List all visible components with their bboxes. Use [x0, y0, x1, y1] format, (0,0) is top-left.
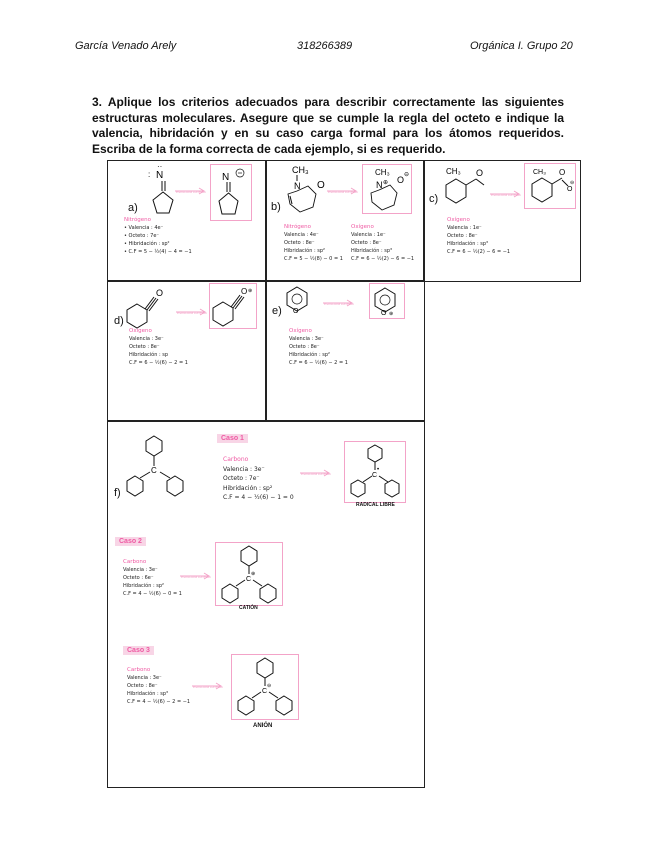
correct-structure-d — [209, 283, 257, 329]
svg-text:⊕: ⊕ — [251, 571, 256, 577]
notes-f-caso3: Carbono Valencia : 3e⁻ Octeto : 8e⁻ Hibridación : sp³ C.F = 4 − ½(6) − 2 = −1 — [127, 667, 191, 705]
svg-text:O: O — [241, 287, 248, 296]
svg-text:C: C — [151, 466, 157, 475]
caso-2-tag: Caso 2 — [115, 537, 146, 546]
question-number: 3. — [92, 95, 103, 109]
notes-b-oxygen: Oxígeno Valencia : 1e⁻ Octeto : 8e⁻ Hibridación : sp³ C.F = 6 − ½(2) − 6 = −1 — [351, 224, 415, 262]
caso-3-tag: Caso 3 — [123, 646, 154, 655]
svg-text:··: ·· — [157, 165, 163, 171]
svg-text:⊕: ⊕ — [389, 311, 394, 317]
svg-text:C: C — [246, 576, 252, 583]
label-d: d) — [114, 315, 124, 327]
svg-text:CH₃: CH₃ — [446, 167, 461, 176]
notes-f-caso2: Carbono Valencia : 3e⁻ Octeto : 6e⁻ Hibridación : sp² C.F = 4 − ½(6) − 0 = 1 — [123, 559, 182, 597]
notes-b-nitrogen: Nitrógeno Valencia : 4e⁻ Octeto : 8e⁻ Hibridación : sp² C.F = 5 − ½(8) − 0 = 1 — [284, 224, 343, 262]
caso-1-tag: Caso 1 — [217, 434, 248, 443]
correct-structure-f3 — [231, 654, 299, 720]
label-c: c) — [429, 193, 439, 205]
svg-text:•: • — [377, 467, 380, 473]
svg-text:⊖: ⊖ — [570, 180, 575, 186]
label-a: a) — [128, 202, 138, 214]
question-text — [92, 95, 564, 157]
label-e: e) — [272, 305, 282, 317]
svg-text:C: C — [372, 472, 378, 479]
label-f: f) — [114, 487, 121, 499]
course-name: Orgánica I. Grupo 20 — [470, 40, 573, 52]
caption-f2: CATIÓN — [239, 605, 258, 611]
notes-a: Nitrógeno • Valencia : 4e⁻ • Octeto : 7e⁻ • Hibridación : sp² • C.F = 5 − ½(4) − 4 = −1 — [124, 217, 192, 255]
correct-structure-c — [524, 163, 576, 209]
svg-text:CH₃: CH₃ — [292, 165, 309, 175]
svg-text:O: O — [397, 175, 405, 185]
svg-text:O: O — [559, 168, 566, 177]
caption-f3: ANIÓN — [253, 723, 273, 729]
molecule-c — [440, 165, 488, 210]
correct-structure-f1 — [344, 441, 406, 503]
svg-text:⊖: ⊖ — [404, 172, 410, 178]
svg-text:O: O — [293, 308, 299, 314]
svg-text:O: O — [381, 310, 387, 317]
notes-e: Oxígeno Valencia : 3e⁻ Octeto : 8e⁻ Hibridación : sp² C.F = 6 − ½(6) − 2 = 1 — [289, 328, 348, 366]
arrow-text-a: Estructura correcta — [176, 190, 206, 194]
correct-structure-e — [369, 283, 405, 319]
svg-text:⊕: ⊕ — [383, 180, 389, 186]
notes-c: Oxígeno Valencia : 1e⁻ Octeto : 8e⁻ Hibridación : sp³ C.F = 6 − ½(2) − 6 = −1 — [447, 217, 511, 255]
student-id: 318266389 — [297, 40, 353, 52]
svg-text::: : — [148, 170, 151, 179]
svg-text:⊖: ⊖ — [267, 683, 272, 689]
svg-text:N: N — [294, 181, 301, 191]
svg-text:CH₃: CH₃ — [533, 169, 546, 176]
notes-f-caso1: Carbono Valencia : 3e⁻ Octeto : 7e⁻ Hibridación : sp² C.F = 4 − ½(6) − 1 = 0 — [223, 456, 294, 501]
svg-text:O: O — [317, 180, 325, 191]
molecule-d — [122, 284, 172, 332]
molecule-f — [118, 432, 193, 502]
correct-structure-b — [362, 164, 412, 214]
author-name: García Venado Arely — [75, 40, 177, 52]
svg-text:N: N — [156, 170, 164, 181]
svg-text:CH₃: CH₃ — [375, 168, 390, 177]
svg-text:O: O — [567, 186, 573, 193]
svg-text:⊕: ⊕ — [248, 288, 253, 294]
svg-text:O: O — [476, 168, 484, 178]
svg-text:N: N — [222, 172, 230, 183]
molecule-e — [283, 284, 313, 314]
caption-f1: RADICAL LIBRE — [356, 502, 395, 508]
correct-structure-f2 — [215, 542, 283, 606]
question-body: Aplique los criterios adecuados para describir correctamente las siguientes estructuras moleculares. Asegure que se cumple la regla del octeto e indique la valencia, hibridación y en su caso carga formal para los átomos requeridos. Escriba de la forma correcta de cada ejemplo, si es requerido. — [92, 95, 565, 156]
svg-text:C: C — [262, 688, 268, 695]
svg-text:O: O — [156, 288, 164, 298]
notes-d: Oxígeno Valencia : 3e⁻ Octeto : 8e⁻ Hibridación : sp C.F = 6 − ½(6) − 2 = 1 — [129, 328, 188, 366]
svg-text:N: N — [376, 180, 383, 190]
molecule-b — [280, 164, 332, 216]
correct-structure-a — [210, 164, 252, 221]
label-b: b) — [271, 201, 281, 213]
